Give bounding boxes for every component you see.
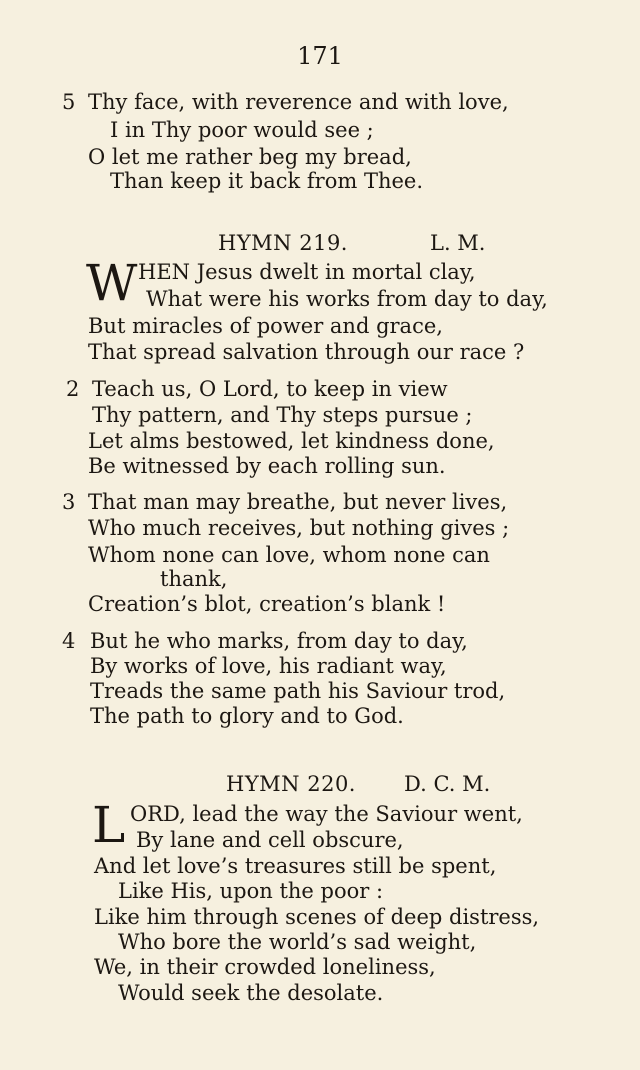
verse-line: Would seek the desolate. [118,981,384,1005]
verse-line: Whom none can love, whom none can [88,543,490,567]
hymn-meter: D. C. M. [404,772,491,796]
hymn-meter: L. M. [430,231,486,255]
verse-line: Teach us, O Lord, to keep in view [92,377,448,401]
verse-line: thank, [160,567,228,591]
verse-line: The path to glory and to God. [90,704,404,728]
page-number: 171 [297,42,343,70]
verse-line: O let me rather beg my bread, [88,145,412,169]
verse-line: But miracles of power and grace, [88,314,443,338]
verse-line: That spread salvation through our race ? [88,340,525,364]
verse-line: Like him through scenes of deep distress, [94,905,540,929]
verse-line: ORD, lead the way the Saviour went, [130,802,523,826]
verse-number: 5 [62,90,76,114]
verse-line: Who bore the world’s sad weight, [118,930,477,954]
verse-line: That man may breathe, but never lives, [88,490,508,514]
verse-number: 2 [66,377,80,401]
verse-line: We, in their crowded loneliness, [94,955,436,979]
verse-line: I in Thy poor would see ; [110,118,374,142]
verse-line: Who much receives, but nothing gives ; [88,516,510,540]
verse-number: 4 [62,629,76,653]
verse-line: Thy face, with reverence and with love, [88,90,509,114]
verse-line: Let alms bestowed, let kindness done, [88,429,495,453]
verse-line: What were his works from day to day, [146,287,548,311]
drop-cap: L [92,796,126,854]
verse-line: But he who marks, from day to day, [90,629,468,653]
hymn-title: HYMN 219. [218,231,348,255]
verse-line: Thy pattern, and Thy steps pursue ; [92,403,473,427]
verse-line: Treads the same path his Saviour trod, [90,679,506,703]
drop-cap: W [86,254,138,312]
verse-line: And let love’s treasures still be spent, [94,854,497,878]
verse-line: Be witnessed by each rolling sun. [88,454,446,478]
verse-line: By works of love, his radiant way, [90,654,447,678]
verse-number: 3 [62,490,76,514]
verse-line: HEN Jesus dwelt in mortal clay, [138,260,476,284]
hymn-title: HYMN 220. [226,772,356,796]
verse-line: Creation’s blot, creation’s blank ! [88,592,446,616]
verse-line: Than keep it back from Thee. [110,169,424,193]
verse-line: Like His, upon the poor : [118,879,384,903]
verse-line: By lane and cell obscure, [136,828,404,852]
